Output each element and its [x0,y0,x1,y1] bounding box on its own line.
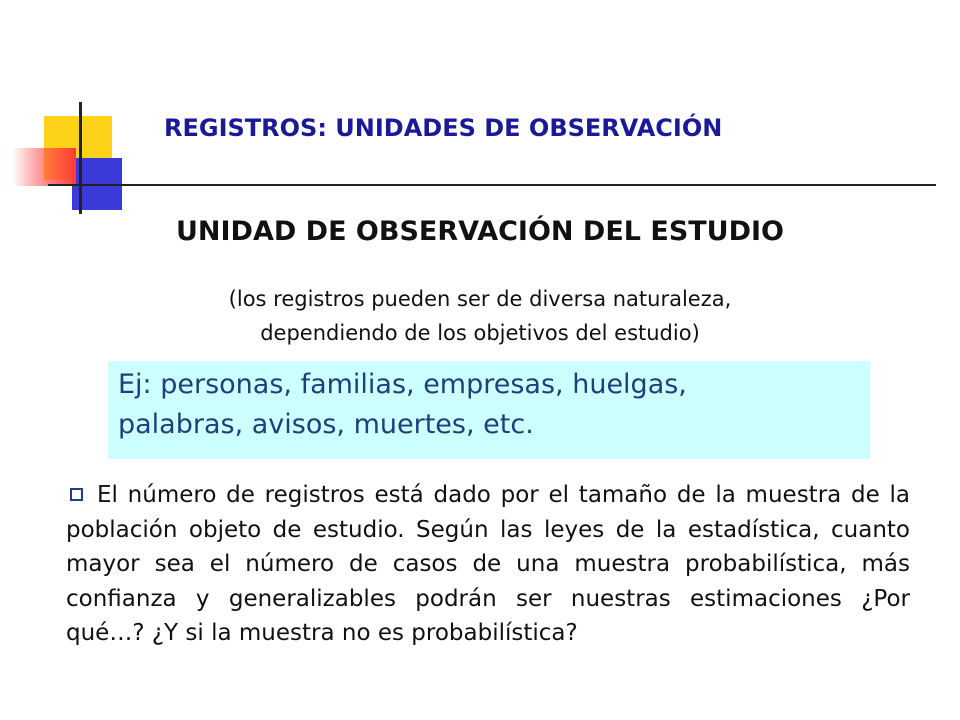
example-line-2: palabras, avisos, muertes, etc. [118,409,534,440]
note-line-1: (los registros pueden ser de diversa naturaleza, [228,287,732,311]
decor-red-gradient [12,148,76,186]
hollow-square-bullet-icon [70,488,83,501]
slide-title: REGISTROS: UNIDADES DE OBSERVACIÓN [164,114,723,142]
title-underline [48,184,936,186]
bullet-text: El número de registros está dado por el tamaño de la muestra de la población objeto de estudio. Según las leyes de la estadística, cuanto mayor sea el número de casos de una muestra probabilística, más confianza y generalizables podrán ser nuestras estimaciones ¿Por qué…? ¿Y si la muestra no es probabilística? [66,482,910,646]
note-text [0,282,960,350]
example-line-1: Ej: personas, familias, empresas, huelgas, [118,369,687,400]
example-box [108,361,870,459]
decor-vertical-line [79,102,82,214]
bullet-paragraph [66,478,910,651]
section-heading: UNIDAD DE OBSERVACIÓN DEL ESTUDIO [175,216,785,247]
note-line-2: dependiendo de los objetivos del estudio) [260,321,700,345]
